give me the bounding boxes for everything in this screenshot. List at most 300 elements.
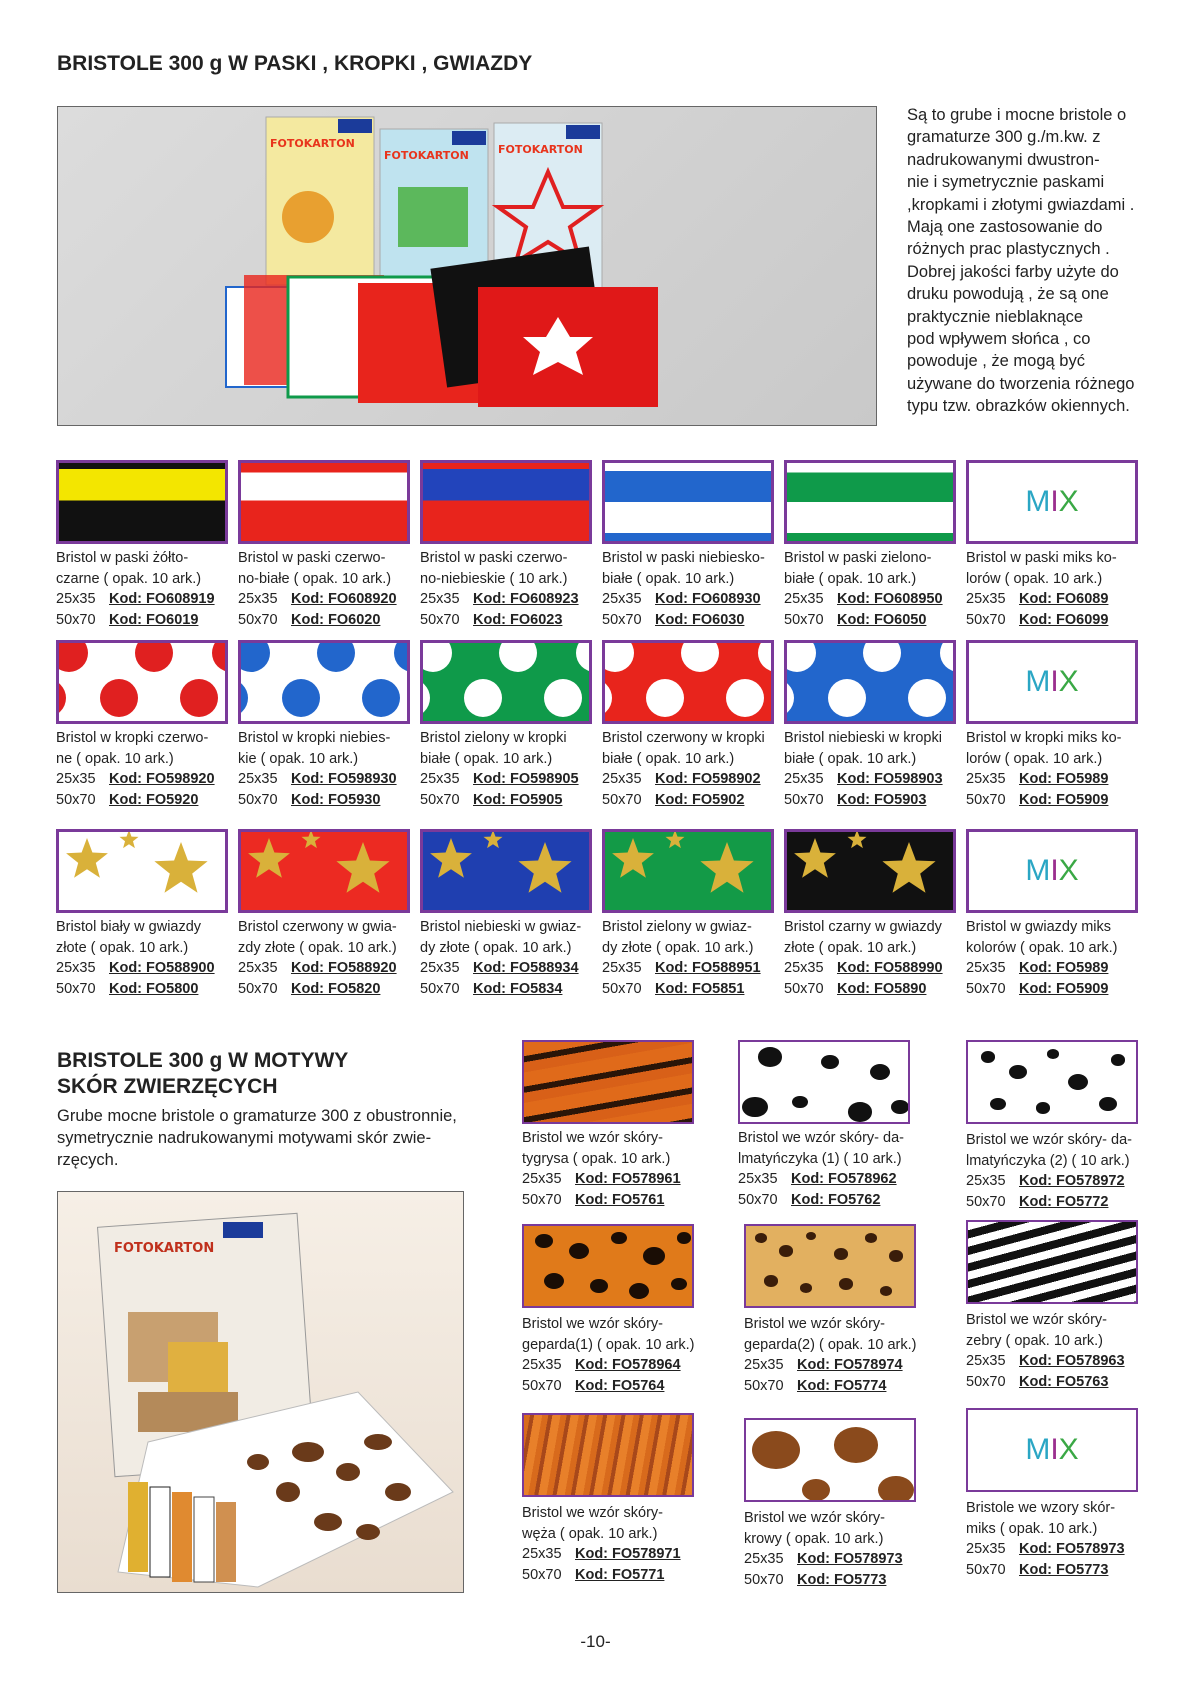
product-name-line1: Bristol zielony w gwiaz- <box>602 919 752 935</box>
product-code-row <box>420 958 600 979</box>
product-caption <box>56 917 236 999</box>
mix-label <box>968 1410 1136 1490</box>
product-name-line1: Bristol w kropki miks ko- <box>966 730 1122 746</box>
skin-spot <box>865 1233 877 1243</box>
skin-spot <box>802 1479 830 1501</box>
animal-swatch-cow <box>744 1418 916 1502</box>
product-name-line2: kolorów ( opak. 10 ark.) <box>966 939 1118 956</box>
product-code: Kod: FO5800 <box>109 980 199 997</box>
product-name-line1: Bristol we wzór skóry- <box>744 1510 885 1526</box>
product-code-row <box>738 1190 918 1211</box>
product-name-line2: dy złote ( opak. 10 ark.) <box>420 939 572 956</box>
skin-spot <box>1111 1054 1125 1065</box>
skin-spot <box>752 1431 800 1469</box>
product-code: Kod: FO5772 <box>1019 1193 1109 1210</box>
product-code: Kod: FO5773 <box>797 1571 887 1588</box>
product-code: Kod: FO588900 <box>109 960 215 976</box>
product-code-row <box>522 1565 702 1586</box>
product-code-row <box>56 769 236 790</box>
product-name-line2: no-białe ( opak. 10 ark.) <box>238 570 392 587</box>
product-size: 25x35 <box>602 591 642 607</box>
product-size: 50x70 <box>738 1191 778 1208</box>
product-code-row <box>602 769 782 790</box>
product-caption <box>602 548 782 630</box>
stripes-swatch <box>420 460 592 544</box>
product-size: 50x70 <box>966 980 1006 997</box>
product-caption <box>522 1128 702 1210</box>
skin-spot <box>1047 1049 1059 1059</box>
product-code-row <box>602 610 782 631</box>
product-size: 25x35 <box>738 1171 778 1187</box>
intro-line: gramaturze 300 g./m.kw. z <box>907 128 1101 147</box>
skin-spot <box>1068 1074 1088 1090</box>
product-code-row <box>966 958 1146 979</box>
product-name-line1: Bristol w paski zielono- <box>784 550 932 566</box>
skin-spot <box>590 1279 608 1293</box>
skin-spot <box>569 1243 589 1259</box>
mix-label <box>969 832 1135 910</box>
gold-star <box>154 842 207 893</box>
skin-spot <box>990 1098 1006 1111</box>
stripes-swatch <box>602 460 774 544</box>
product-name-line2: węża ( opak. 10 ark.) <box>522 1525 658 1542</box>
product-name-line2: zebry ( opak. 10 ark.) <box>966 1332 1103 1349</box>
gold-star <box>484 832 503 848</box>
dots-swatch <box>56 640 228 724</box>
product-code-row <box>744 1570 924 1591</box>
product-size: 25x35 <box>420 591 460 607</box>
intro-line: powoduje , że mogą być <box>907 352 1085 371</box>
product-size: 25x35 <box>56 771 96 787</box>
mix-letter-i: I <box>1050 1433 1059 1466</box>
product-caption <box>420 917 600 999</box>
product-code-row <box>522 1169 702 1190</box>
mix-letter-i: I <box>1050 485 1059 518</box>
page-number: -10- <box>580 1632 611 1651</box>
product-code: Kod: FO5851 <box>655 980 745 997</box>
product-size: 25x35 <box>602 960 642 976</box>
product-caption <box>784 917 964 999</box>
section-title-animal-skins <box>57 1048 477 1100</box>
product-name-line2: czarne ( opak. 10 ark.) <box>56 570 202 587</box>
product-code: Kod: FO578974 <box>797 1357 903 1373</box>
product-code: Kod: FO5834 <box>473 980 563 997</box>
product-code-row <box>966 1171 1146 1192</box>
product-size: 50x70 <box>744 1377 784 1394</box>
gold-star <box>66 838 108 878</box>
dots-swatch <box>238 640 410 724</box>
product-size: 25x35 <box>238 591 278 607</box>
polka-dot <box>544 679 582 717</box>
product-code-row <box>522 1355 702 1376</box>
product-caption <box>966 548 1146 630</box>
product-name-line2: lmatyńczyka (2) ( 10 ark.) <box>966 1152 1130 1169</box>
gold-star <box>666 832 685 848</box>
polka-dot <box>784 679 794 717</box>
product-code: Kod: FO6099 <box>1019 611 1109 628</box>
product-size: 25x35 <box>966 591 1006 607</box>
product-name-line2: kie ( opak. 10 ark.) <box>238 750 359 767</box>
mix-letter-m: M <box>1025 1433 1051 1466</box>
product-name-line1: Bristol biały w gwiazdy <box>56 919 202 935</box>
product-size: 25x35 <box>420 960 460 976</box>
product-name-line2: ne ( opak. 10 ark.) <box>56 750 174 767</box>
product-code: Kod: FO598902 <box>655 771 761 787</box>
stars-swatch <box>238 829 410 913</box>
product-size: 50x70 <box>966 611 1006 628</box>
product-code-row <box>238 979 418 1000</box>
skin-spot <box>880 1286 892 1296</box>
section-title-stripes-dots-stars: BRISTOLE 300 g W PASKI , KROPKI , GWIAZDY <box>57 52 533 75</box>
product-code: Kod: FO5774 <box>797 1377 887 1394</box>
product-caption <box>744 1314 924 1396</box>
product-code: Kod: FO608919 <box>109 591 215 607</box>
product-size: 25x35 <box>744 1357 784 1373</box>
product-size: 50x70 <box>522 1566 562 1583</box>
product-code: Kod: FO5903 <box>837 791 927 808</box>
product-code: Kod: FO6089 <box>1019 591 1109 607</box>
product-code: Kod: FO6050 <box>837 611 927 628</box>
animal-swatch-mix <box>966 1408 1138 1492</box>
animal-desc-line1: Grube mocne bristole o gramaturze 300 z obustronnie, <box>57 1107 457 1125</box>
product-code: Kod: FO5773 <box>1019 1561 1109 1578</box>
polka-dot <box>576 640 592 672</box>
intro-description <box>907 104 1147 418</box>
skin-spot <box>535 1234 553 1248</box>
polka-dot <box>602 640 634 672</box>
animal-swatch-cheetah1 <box>522 1224 694 1308</box>
product-code-row <box>784 589 964 610</box>
mix-label <box>969 463 1135 541</box>
skin-spot <box>800 1283 812 1293</box>
product-name-line1: Bristol czerwony w gwia- <box>238 919 397 935</box>
intro-line: Mają one zastosowanie do <box>907 218 1103 237</box>
product-name-line2: białe ( opak. 10 ark.) <box>784 570 917 587</box>
polka-dot <box>726 679 764 717</box>
product-code: Kod: FO5902 <box>655 791 745 808</box>
product-size: 50x70 <box>602 980 642 997</box>
product-size: 50x70 <box>420 611 460 628</box>
product-code-row <box>238 589 418 610</box>
product-code-row <box>56 790 236 811</box>
intro-line: nie i symetrycznie paskami <box>907 173 1105 192</box>
product-size: 25x35 <box>238 771 278 787</box>
polka-dot <box>56 679 66 717</box>
product-name-line1: Bristol we wzór skóry- <box>522 1505 663 1521</box>
product-code: Kod: FO578962 <box>791 1171 897 1187</box>
polka-dot <box>394 640 410 672</box>
polka-dot <box>863 640 901 672</box>
product-size: 50x70 <box>784 980 824 997</box>
product-code: Kod: FO578973 <box>1019 1541 1125 1557</box>
product-code: Kod: FO608923 <box>473 591 579 607</box>
product-size: 25x35 <box>966 1173 1006 1189</box>
skin-spot <box>981 1051 995 1062</box>
gold-star <box>848 832 867 848</box>
intro-line: typu tzw. obrazków okiennych. <box>907 397 1130 416</box>
polka-dot <box>282 679 320 717</box>
product-name-line2: złote ( opak. 10 ark.) <box>56 939 189 956</box>
product-caption <box>966 1310 1146 1392</box>
mix-label <box>969 643 1135 721</box>
product-code-row <box>966 1351 1146 1372</box>
product-code-row <box>56 610 236 631</box>
product-code: Kod: FO6023 <box>473 611 563 628</box>
skin-spot <box>1099 1097 1117 1111</box>
animal-swatch-snake <box>522 1413 694 1497</box>
product-code: Kod: FO578961 <box>575 1171 681 1187</box>
product-code-row <box>784 610 964 631</box>
animal-swatch-cheetah2 <box>744 1224 916 1308</box>
product-caption <box>784 548 964 630</box>
product-name-line1: Bristol niebieski w gwiaz- <box>420 919 582 935</box>
product-size: 50x70 <box>602 791 642 808</box>
gold-star <box>430 838 472 878</box>
product-name-line2: no-niebieskie ( 10 ark.) <box>420 570 568 587</box>
product-name-line2: krowy ( opak. 10 ark.) <box>744 1530 884 1547</box>
product-size: 25x35 <box>602 771 642 787</box>
product-size: 50x70 <box>602 611 642 628</box>
skin-spot <box>1036 1102 1050 1113</box>
polka-dot <box>602 679 612 717</box>
intro-line: Dobrej jakości farby użyte do <box>907 262 1119 281</box>
product-size: 50x70 <box>522 1191 562 1208</box>
product-name-line2: białe ( opak. 10 ark.) <box>602 570 735 587</box>
polka-dot <box>908 679 946 717</box>
product-code-row <box>238 769 418 790</box>
skin-spot <box>779 1245 793 1256</box>
dots-swatch <box>966 640 1138 724</box>
product-code-row <box>966 769 1146 790</box>
product-code-row <box>238 790 418 811</box>
product-code: Kod: FO5909 <box>1019 791 1109 808</box>
product-size: 25x35 <box>744 1551 784 1567</box>
stars-swatch <box>966 829 1138 913</box>
product-code: Kod: FO5890 <box>837 980 927 997</box>
product-code: Kod: FO6020 <box>291 611 381 628</box>
skin-spot <box>1009 1065 1027 1079</box>
polka-dot <box>238 640 270 672</box>
product-code-row <box>238 958 418 979</box>
product-code-row <box>784 790 964 811</box>
animal-description <box>57 1105 477 1171</box>
product-code: Kod: FO5909 <box>1019 980 1109 997</box>
product-code-row <box>238 610 418 631</box>
product-code-row <box>966 589 1146 610</box>
polka-dot <box>464 679 502 717</box>
stripes-swatch <box>56 460 228 544</box>
product-size: 25x35 <box>522 1171 562 1187</box>
product-code: Kod: FO5763 <box>1019 1373 1109 1390</box>
section-title-line1: BRISTOLE 300 g W MOTYWY <box>57 1049 349 1072</box>
mix-letter-x: X <box>1058 485 1079 518</box>
product-code-row <box>784 958 964 979</box>
product-code: Kod: FO588934 <box>473 960 579 976</box>
product-code-row <box>966 1539 1146 1560</box>
star-pattern <box>423 832 589 910</box>
polka-dot <box>180 679 218 717</box>
product-name-line2: zdy złote ( opak. 10 ark.) <box>238 939 397 956</box>
product-code: Kod: FO598930 <box>291 771 397 787</box>
mix-letter-m: M <box>1025 665 1051 698</box>
product-size: 50x70 <box>966 1373 1006 1390</box>
product-code: Kod: FO578963 <box>1019 1353 1125 1369</box>
mix-letter-i: I <box>1050 665 1059 698</box>
product-name-line2: białe ( opak. 10 ark.) <box>420 750 553 767</box>
product-caption <box>522 1314 702 1396</box>
skin-spot <box>839 1278 853 1289</box>
product-photo-illustration <box>58 107 876 425</box>
product-code-row <box>966 1560 1146 1581</box>
skin-spot <box>889 1250 903 1261</box>
polka-dot <box>212 640 228 672</box>
product-size: 50x70 <box>56 611 96 628</box>
product-code-row <box>420 589 600 610</box>
product-size: 25x35 <box>966 771 1006 787</box>
product-size: 25x35 <box>522 1546 562 1562</box>
product-caption <box>238 548 418 630</box>
skin-spot <box>671 1278 687 1291</box>
product-name-line2: geparda(1) ( opak. 10 ark.) <box>522 1336 695 1353</box>
skin-spot <box>834 1427 878 1462</box>
product-code: Kod: FO578964 <box>575 1357 681 1373</box>
product-code-row <box>602 979 782 1000</box>
product-size: 50x70 <box>238 791 278 808</box>
gold-star <box>248 838 290 878</box>
product-caption <box>602 728 782 810</box>
product-code-row <box>744 1549 924 1570</box>
product-name-line2: dy złote ( opak. 10 ark.) <box>602 939 754 956</box>
product-size: 25x35 <box>966 1353 1006 1369</box>
skin-spot <box>611 1232 627 1245</box>
svg-text:FOTOKARTON: FOTOKARTON <box>498 143 583 156</box>
mix-letter-x: X <box>1058 665 1079 698</box>
product-size: 50x70 <box>238 611 278 628</box>
skin-spot <box>755 1233 767 1243</box>
gold-star <box>120 832 139 848</box>
product-name-line1: Bristol we wzór skóry- <box>966 1312 1107 1328</box>
product-name-line1: Bristol niebieski w kropki <box>784 730 942 746</box>
dots-swatch <box>602 640 774 724</box>
polka-dot <box>135 640 173 672</box>
product-caption <box>738 1128 918 1210</box>
product-size: 50x70 <box>56 980 96 997</box>
skin-spot <box>643 1247 665 1265</box>
stripes-swatch <box>966 460 1138 544</box>
product-code: Kod: FO608950 <box>837 591 943 607</box>
skin-spot <box>677 1232 691 1243</box>
product-code: Kod: FO5989 <box>1019 771 1109 787</box>
product-caption <box>784 728 964 810</box>
product-name-line1: Bristol w kropki niebies- <box>238 730 391 746</box>
product-size: 50x70 <box>744 1571 784 1588</box>
polka-dot <box>56 640 88 672</box>
intro-line: różnych prac plastycznych . <box>907 240 1110 259</box>
product-caption <box>238 728 418 810</box>
product-name-line2: białe ( opak. 10 ark.) <box>784 750 917 767</box>
product-code-row <box>420 979 600 1000</box>
product-size: 25x35 <box>966 1541 1006 1557</box>
animal-desc-line3: rzęcych. <box>57 1151 119 1169</box>
svg-text:FOTOKARTON: FOTOKARTON <box>384 149 469 162</box>
polka-dot <box>362 679 400 717</box>
svg-text:FOTOKARTON: FOTOKARTON <box>114 1241 215 1256</box>
product-name-line2: białe ( opak. 10 ark.) <box>602 750 735 767</box>
product-name-line1: Bristol w paski miks ko- <box>966 550 1117 566</box>
animal-swatch-dalmatian1 <box>738 1040 910 1124</box>
product-photo-animal-skins <box>57 1191 464 1593</box>
stripes-swatch <box>238 460 410 544</box>
intro-line: ,kropkami i złotymi gwiazdami . <box>907 195 1135 214</box>
product-name-line1: Bristol w paski żółto- <box>56 550 189 566</box>
product-size: 50x70 <box>420 791 460 808</box>
skin-spot <box>544 1273 564 1289</box>
product-code: Kod: FO608920 <box>291 591 397 607</box>
skin-spot <box>870 1064 890 1080</box>
product-name-line2: lorów ( opak. 10 ark.) <box>966 570 1103 587</box>
star-pattern <box>59 832 225 910</box>
product-size: 25x35 <box>522 1357 562 1373</box>
product-size: 25x35 <box>420 771 460 787</box>
polka-dot <box>317 640 355 672</box>
product-photo-fotokarton-packs <box>57 106 877 426</box>
product-code-row <box>522 1376 702 1397</box>
product-size: 50x70 <box>784 791 824 808</box>
product-caption <box>420 728 600 810</box>
product-code: Kod: FO578972 <box>1019 1173 1125 1189</box>
product-caption <box>56 728 236 810</box>
product-name-line1: Bristol czerwony w kropki <box>602 730 765 746</box>
product-caption <box>420 548 600 630</box>
product-code-row <box>738 1169 918 1190</box>
mix-letter-m: M <box>1025 854 1051 887</box>
product-caption <box>966 917 1146 999</box>
product-name-line2: tygrysa ( opak. 10 ark.) <box>522 1150 671 1167</box>
product-code: Kod: FO6030 <box>655 611 745 628</box>
product-name-line1: Bristol we wzór skóry- <box>744 1316 885 1332</box>
product-size: 50x70 <box>784 611 824 628</box>
polka-dot <box>420 679 430 717</box>
product-code-row <box>744 1376 924 1397</box>
gold-star <box>794 838 836 878</box>
skin-spot <box>806 1232 816 1240</box>
star-pattern <box>787 832 953 910</box>
polka-dot <box>499 640 537 672</box>
stars-swatch <box>56 829 228 913</box>
product-size: 25x35 <box>784 960 824 976</box>
product-name-line2: lmatyńczyka (1) ( 10 ark.) <box>738 1150 902 1167</box>
gold-star <box>700 842 753 893</box>
product-code: Kod: FO6019 <box>109 611 199 628</box>
product-code-row <box>420 769 600 790</box>
product-name-line1: Bristol czarny w gwiazdy <box>784 919 942 935</box>
mix-letter-x: X <box>1058 1433 1079 1466</box>
product-name-line1: Bristol w paski niebiesko- <box>602 550 765 566</box>
intro-line: praktycznie nieblaknące <box>907 307 1084 326</box>
product-name-line2: geparda(2) ( opak. 10 ark.) <box>744 1336 917 1353</box>
polka-dot <box>828 679 866 717</box>
polka-dot <box>100 679 138 717</box>
product-caption <box>602 917 782 999</box>
product-code: Kod: FO588990 <box>837 960 943 976</box>
product-code-row <box>966 1372 1146 1393</box>
product-code-row <box>522 1544 702 1565</box>
product-code: Kod: FO608930 <box>655 591 761 607</box>
product-size: 25x35 <box>238 960 278 976</box>
stars-swatch <box>784 829 956 913</box>
product-name-line1: Bristole we wzory skór- <box>966 1500 1116 1516</box>
product-code-row <box>602 790 782 811</box>
